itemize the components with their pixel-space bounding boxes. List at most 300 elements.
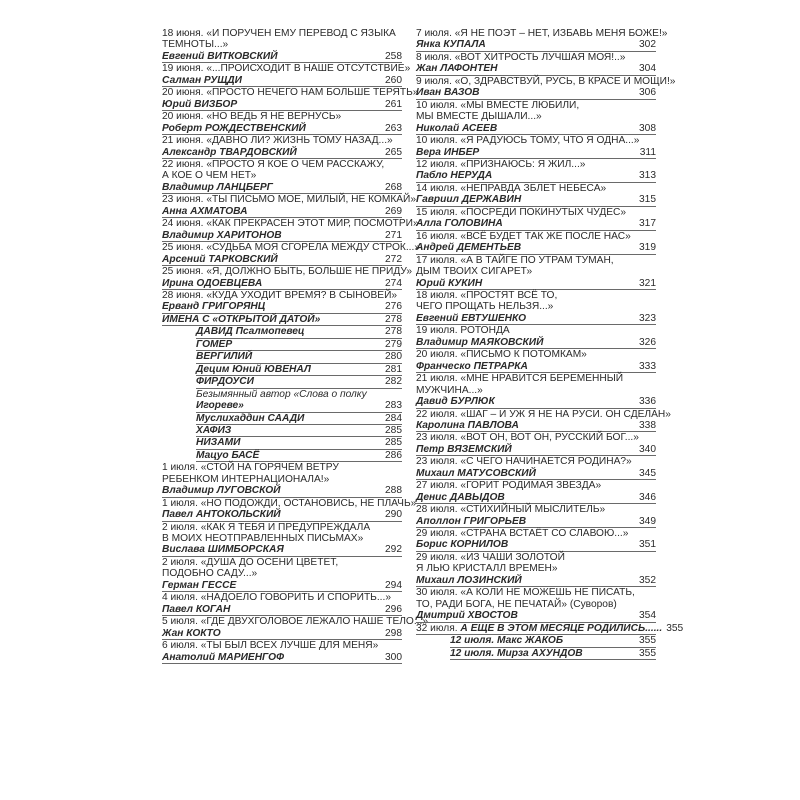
toc-title-line	[416, 504, 656, 515]
page-number: 311	[639, 146, 656, 158]
toc-author-line	[450, 648, 656, 660]
page-number: 278	[385, 313, 402, 325]
entry-title-cont: ТО, РАДИ БОГА, НЕ ПЕЧАТАЙ» (Суворов)	[416, 598, 617, 610]
page-number: 319	[639, 242, 656, 254]
toc-title-line	[416, 290, 656, 301]
entry-title: «А КОЛИ НЕ МОЖЕШЬ НЕ ПИСАТЬ,	[460, 587, 635, 599]
entry-title: «НО ПОДОЖДИ, ОСТАНОВИСЬ, НЕ ПЛАЧЬ»	[200, 497, 417, 509]
toc-title-continuation	[162, 568, 402, 579]
toc-author-line	[416, 516, 656, 528]
page-number: 349	[639, 515, 656, 527]
entry-date: 1 июля.	[162, 462, 198, 474]
author-name: Евгений ВИТКОВСКИЙ	[162, 50, 278, 62]
page-number: 302	[639, 39, 656, 51]
toc-title-line	[416, 28, 668, 39]
entry-title: «СТРАНА ВСТАЁТ СО СЛАВОЮ...»	[460, 528, 629, 540]
toc-author-line	[416, 39, 656, 51]
entry-title: «МНЕ НРАВИТСЯ БЕРЕМЕННЫЙ	[460, 373, 624, 385]
author-name: Евгений ЕВТУШЕНКО	[416, 312, 527, 324]
toc-author-line	[416, 420, 656, 432]
page-number: 326	[639, 336, 656, 348]
entry-date: 29 июля.	[416, 528, 458, 540]
toc-title-line	[416, 100, 656, 111]
page-number: 323	[639, 312, 656, 324]
author-name: Николай АСЕЕВ	[416, 122, 498, 134]
toc-title-line	[416, 349, 656, 360]
toc-column-right	[416, 28, 684, 660]
toc-author-line	[162, 652, 402, 664]
author-name: 12 июля. Мирза АХУНДОВ	[450, 647, 583, 659]
entry-date: 19 июля.	[416, 325, 458, 337]
toc-title-line	[162, 616, 429, 628]
toc-title-line	[162, 63, 411, 75]
toc-title-line	[416, 159, 656, 170]
entry-title-cont: В МОИХ НЕОТПРАВЛЕННЫХ ПИСЬМАХ»	[162, 533, 364, 545]
entry-date: 28 июня.	[162, 289, 204, 301]
toc-title-line	[162, 290, 402, 301]
entry-date: 30 июля.	[416, 587, 458, 599]
toc-author-line	[162, 75, 402, 87]
author-name: Анатолий МАРИЕНГОФ	[162, 651, 285, 663]
toc-title-line	[416, 207, 656, 218]
toc-title-continuation	[416, 563, 656, 574]
toc-author-line	[162, 314, 402, 326]
toc-author-line	[162, 580, 402, 592]
toc-title-line	[416, 552, 656, 563]
author-name: Гавриил ДЕРЖАВИН	[416, 194, 522, 206]
entry-title: «КАК Я ТЕБЯ И ПРЕДУПРЕЖДАЛА	[200, 521, 371, 533]
page-number: 300	[385, 651, 402, 663]
author-name: Жан ЛАФОНТЕН	[416, 63, 498, 75]
entry-title-cont: А КОЕ О ЧЕМ НЕТ»	[162, 170, 257, 182]
toc-author-line	[196, 364, 402, 376]
toc-title-continuation	[162, 474, 402, 485]
toc-author-line	[162, 123, 402, 135]
author-name: Петр ВЯЗЕМСКИЙ	[416, 443, 512, 455]
entry-title: «ВОТ ХИТРОСТЬ ЛУЧШАЯ МОЯ!..»	[454, 51, 626, 63]
entry-title: «И ПОРУЧЕН ЕМУ ПЕРЕВОД С ЯЗЫКА	[206, 28, 396, 39]
toc-author-line	[416, 170, 656, 182]
page-number: 284	[385, 412, 402, 424]
toc-section-line	[416, 622, 684, 635]
toc-author-line	[416, 242, 656, 254]
toc-author-line	[416, 194, 656, 206]
entry-title: «ТЫ ПИСЬМО МОЕ, МИЛЫЙ, НЕ КОМКАЙ»	[206, 194, 417, 206]
page-number: 288	[385, 485, 402, 497]
page-number: 283	[385, 400, 402, 412]
author-name: Владимир ХАРИТОНОВ	[162, 229, 282, 241]
author-name: Арсений ТАРКОВСКИЙ	[162, 253, 278, 265]
entry-title: «НЕПРАВДА ЗБЛЕТ НЕБЕСА»	[460, 182, 607, 194]
page-number: 276	[385, 301, 402, 313]
toc-author-line	[162, 147, 402, 159]
toc-title-line	[162, 497, 417, 509]
author-name: Юрий ВИЗБОР	[162, 98, 238, 110]
author-name: Владимир ЛУГОВСКОЙ	[162, 485, 281, 497]
page-number: 346	[639, 491, 656, 503]
page-number: 317	[639, 218, 656, 230]
author-name: Анна АХМАТОВА	[162, 205, 248, 217]
entry-title-cont: ДЫМ ТВОИХ СИГАРЕТ»	[416, 266, 533, 278]
toc-title-continuation	[416, 266, 656, 277]
toc-author-line	[196, 400, 402, 412]
page-number: 260	[385, 74, 402, 86]
toc-title-continuation	[162, 39, 402, 50]
author-name: Юрий КУКИН	[416, 277, 483, 289]
page-number: 336	[639, 396, 656, 408]
entry-title-cont: Безымянный автор «Слова о полку	[196, 388, 367, 400]
entry-title: «ДУША ДО ОСЕНИ ЦВЕТЕТ,	[200, 556, 339, 568]
page-number: 355	[639, 647, 656, 659]
page-number: 265	[385, 146, 402, 158]
entry-title-cont: Я ЛЬЮ КРИСТАЛЛ ВРЕМЕН»	[416, 563, 558, 575]
page-number: 294	[385, 579, 402, 591]
page-number: 352	[639, 574, 656, 586]
entry-title: А ЕЩЕ В ЭТОМ МЕСЯЦЕ РОДИЛИСЬ......	[460, 622, 663, 634]
page-number: 355	[639, 635, 656, 647]
author-name: Децим Юний ЮВЕНАЛ	[196, 363, 311, 375]
entry-title: «ВОТ ОН, ВОТ ОН, РУССКИЙ БОГ...»	[460, 432, 639, 444]
author-name: Павел АНТОКОЛЬСКИЙ	[162, 509, 281, 521]
toc-title-line	[416, 480, 656, 491]
page-number: 269	[385, 205, 402, 217]
page-number: 285	[385, 424, 402, 436]
page-number: 340	[639, 443, 656, 455]
toc-title-line	[162, 87, 419, 99]
author-name: Пабло НЕРУДА	[416, 170, 493, 182]
entry-date: 28 июля.	[416, 504, 458, 516]
toc-title-line	[416, 255, 656, 266]
author-name: Ирина ОДОЕВЦЕВА	[162, 277, 263, 289]
entry-title: «НО ВЕДЬ Я НЕ ВЕРНУСЬ»	[206, 111, 342, 123]
toc-author-line	[416, 492, 656, 504]
page-number: 296	[385, 603, 402, 615]
toc-title-line	[416, 135, 656, 146]
toc-title-continuation	[416, 599, 656, 610]
page-number: 315	[639, 194, 656, 206]
entry-title: «ПОСРЕДИ ПОКИНУТЫХ ЧУДЕС»	[460, 206, 627, 218]
entry-date: 23 июня.	[162, 194, 204, 206]
page-number: 338	[639, 419, 656, 431]
page-number: 281	[385, 363, 402, 375]
toc-title-line	[162, 266, 413, 278]
toc-title-line	[416, 231, 656, 242]
toc-title-line	[162, 111, 402, 122]
page-number: 308	[639, 122, 656, 134]
page-number: 306	[639, 87, 656, 99]
toc-page	[162, 28, 684, 773]
entry-date: 6 июля.	[162, 640, 198, 652]
entry-date: 23 июля.	[416, 432, 458, 444]
author-name: 12 июля. Макс ЖАКОБ	[450, 635, 564, 647]
page-number: 333	[639, 360, 656, 372]
entry-title: «С ЧЕГО НАЧИНАЕТСЯ РОДИНА?»	[460, 456, 632, 468]
author-name: ИМЕНА С «ОТКРЫТОЙ ДАТОЙ»	[162, 313, 321, 325]
entry-title-cont: ПОДОБНО САДУ...»	[162, 568, 258, 580]
entry-date: 12 июля.	[416, 158, 458, 170]
entry-date: 7 июля.	[416, 28, 452, 39]
entry-date: 14 июля.	[416, 182, 458, 194]
toc-author-line	[162, 230, 402, 242]
entry-title: «МЫ ВМЕСТЕ ЛЮБИЛИ,	[460, 99, 580, 111]
toc-author-line	[416, 444, 656, 456]
entry-title-cont: МЫ ВМЕСТЕ ДЫШАЛИ...»	[416, 111, 542, 123]
toc-author-line	[196, 339, 402, 351]
entry-date: 2 июля.	[162, 521, 198, 533]
page-number: 271	[385, 229, 402, 241]
page-number: 351	[639, 539, 656, 551]
toc-author-line	[416, 313, 656, 325]
toc-title-continuation	[162, 170, 402, 181]
page-number: 354	[639, 610, 656, 622]
author-name: Владимир ЛАНЦБЕРГ	[162, 181, 273, 193]
toc-title-line	[162, 462, 402, 473]
author-name: ХАФИЗ	[196, 424, 232, 436]
toc-author-line	[162, 544, 402, 556]
toc-author-line	[196, 425, 402, 437]
entry-date: 20 июля.	[416, 349, 458, 361]
toc-author-line	[162, 485, 402, 497]
author-name: Алла ГОЛОВИНА	[416, 218, 503, 230]
author-name: Салман РУЩДИ	[162, 74, 242, 86]
entry-title: РОТОНДА	[460, 325, 510, 337]
entry-date: 10 июля.	[416, 135, 458, 147]
entry-date: 25 июня.	[162, 242, 204, 254]
author-name: Вера ИНБЕР	[416, 146, 480, 158]
entry-date: 21 июля.	[416, 373, 458, 385]
entry-title: «ИЗ ЧАШИ ЗОЛОТОЙ	[460, 551, 565, 563]
author-name: Борис КОРНИЛОВ	[416, 539, 509, 551]
entry-date: 20 июня.	[162, 111, 204, 123]
entry-date: 22 июня.	[162, 158, 204, 170]
entry-title: «ГОРИТ РОДИМАЯ ЗВЕЗДА»	[460, 480, 602, 492]
entry-title: «СТОЙ НА ГОРЯЧЕМ ВЕТРУ	[200, 462, 339, 474]
toc-author-line	[162, 628, 402, 640]
entry-date: 24 июня.	[162, 218, 204, 230]
toc-author-line	[416, 396, 656, 408]
author-name: ДАВИД Псалмопевец	[196, 326, 305, 338]
toc-title-continuation	[416, 301, 656, 312]
author-name: Владимир МАЯКОВСКИЙ	[416, 336, 544, 348]
entry-title: «ПРОСТЯТ ВСЁ ТО,	[460, 289, 558, 301]
author-name: ФИРДОУСИ	[196, 376, 254, 388]
entry-title: «ДАВНО ЛИ? ЖИЗНЬ ТОМУ НАЗАД...»	[206, 135, 393, 147]
entry-title: «ТЫ БЫЛ ВСЕХ ЛУЧШЕ ДЛЯ МЕНЯ»	[200, 640, 379, 652]
toc-author-line	[450, 635, 656, 647]
entry-title-cont: ТЕМНОТЫ...»	[162, 39, 229, 51]
entry-date: 19 июня.	[162, 63, 204, 75]
toc-author-line	[162, 99, 402, 111]
toc-column-left	[162, 28, 429, 664]
page-number: 304	[639, 63, 656, 75]
toc-title-continuation	[196, 389, 402, 400]
author-name: Герман ГЕССЕ	[162, 579, 237, 591]
entry-title: «СУДЬБА МОЯ СГОРЕЛА МЕЖДУ СТРОК...»	[206, 242, 421, 254]
toc-author-line	[416, 87, 656, 99]
toc-author-line	[162, 254, 402, 266]
entry-date: 22 июля.	[416, 408, 458, 420]
entry-title-cont: РЕБЕНКОМ ИНТЕРНАЦИОНАЛА!»	[162, 473, 330, 485]
entry-title: «ПРОСТО Я КОЕ О ЧЕМ РАССКАЖУ,	[206, 158, 385, 170]
entry-date: 17 июля.	[416, 254, 458, 266]
page-number: 258	[385, 50, 402, 62]
page-number: 268	[385, 181, 402, 193]
page-number: 292	[385, 544, 402, 556]
entry-date: 18 июня.	[162, 28, 204, 39]
entry-title: «КУДА УХОДИТ ВРЕМЯ? В СЫНОВЕЙ»	[206, 289, 398, 301]
toc-author-line	[162, 206, 402, 218]
toc-author-line	[416, 63, 656, 75]
entry-title: «Я РАДУЮСЬ ТОМУ, ЧТО Я ОДНА...»	[460, 135, 640, 147]
author-name: Павел КОГАН	[162, 603, 231, 615]
page-number: 272	[385, 253, 402, 265]
entry-title: «Я НЕ ПОЭТ – НЕТ, ИЗБАВЬ МЕНЯ БОЖЕ!»	[454, 28, 668, 39]
toc-author-line	[162, 278, 402, 290]
toc-title-line	[416, 432, 656, 443]
author-name: Дмитрий ХВОСТОВ	[416, 610, 518, 622]
author-name: Михаил МАТУСОВСКИЙ	[416, 467, 536, 479]
entry-date: 29 июля.	[416, 551, 458, 563]
toc-author-line	[196, 326, 402, 338]
toc-author-line	[416, 147, 656, 159]
entry-date: 32 июля.	[416, 622, 458, 634]
toc-author-line	[416, 123, 656, 135]
page-number: 345	[639, 467, 656, 479]
toc-author-line	[416, 610, 656, 622]
toc-title-line	[162, 218, 419, 230]
entry-date: 8 июля.	[416, 51, 452, 63]
toc-author-line	[196, 437, 402, 449]
entry-title: «ШАГ – И УЖ Я НЕ НА РУСИ. ОН СДЕЛАН»	[460, 408, 671, 420]
author-name: Янка КУПАЛА	[416, 39, 486, 51]
entry-title: «А В ТАЙГЕ ПО УТРАМ ТУМАН,	[460, 254, 614, 266]
page-number: 274	[385, 277, 402, 289]
toc-title-continuation	[416, 385, 656, 396]
toc-title-line	[162, 640, 402, 651]
entry-date: 18 июля.	[416, 289, 458, 301]
toc-author-line	[162, 51, 402, 63]
entry-title: «ПИСЬМО К ПОТОМКАМ»	[460, 349, 587, 361]
toc-title-line	[416, 456, 656, 467]
entry-title: «СТИХИЙНЫЙ МЫСЛИТЕЛЬ»	[460, 504, 606, 516]
page-number: 280	[385, 351, 402, 363]
entry-title-cont: МУЖЧИНА...»	[416, 384, 483, 396]
author-name: Аполлон ГРИГОРЬЕВ	[416, 515, 527, 527]
page-number: 298	[385, 627, 402, 639]
author-name: ГОМЕР	[196, 338, 233, 350]
toc-author-line	[416, 575, 656, 587]
toc-author-line	[416, 218, 656, 230]
author-name: Жан КОКТО	[162, 627, 221, 639]
entry-date: 10 июля.	[416, 99, 458, 111]
entry-title-cont: ЧЕГО ПРОЩАТЬ НЕЛЬЗЯ...»	[416, 301, 554, 313]
toc-author-line	[196, 413, 402, 425]
author-name: Михаил ЛОЗИНСКИЙ	[416, 574, 522, 586]
author-name: Ерванд ГРИГОРЯНЦ	[162, 301, 266, 313]
author-name: Франческо ПЕТРАРКА	[416, 360, 528, 372]
toc-author-line	[162, 604, 402, 616]
entry-title: «...ПРОИСХОДИТ В НАШЕ ОТСУТСТВИЕ»	[206, 63, 411, 75]
toc-title-line	[162, 194, 417, 206]
author-name: Иван ВАЗОВ	[416, 87, 480, 99]
page-number: 285	[385, 437, 402, 449]
author-name: Вислава ШИМБОРСКАЯ	[162, 544, 284, 556]
toc-author-line	[416, 337, 656, 349]
toc-author-line	[416, 361, 656, 373]
entry-title: «Я, ДОЛЖНО БЫТЬ, БОЛЬШЕ НЕ ПРИДУ»	[206, 266, 413, 278]
page-number: 278	[385, 326, 402, 338]
toc-author-line	[196, 351, 402, 363]
entry-date: 5 июля.	[162, 616, 198, 628]
author-name: Игореве»	[196, 400, 244, 412]
entry-date: 9 июля.	[416, 75, 452, 87]
entry-title: «О, ЗДРАВСТВУЙ, РУСЬ, В КРАСЕ И МОЩИ!»	[454, 75, 676, 87]
author-name: Роберт РОЖДЕСТВЕНСКИЙ	[162, 122, 306, 134]
toc-title-line	[162, 522, 402, 533]
toc-title-continuation	[162, 533, 402, 544]
toc-author-line	[416, 278, 656, 290]
toc-author-line	[162, 182, 402, 194]
toc-title-line	[416, 373, 656, 384]
entry-date: 27 июля.	[416, 480, 458, 492]
toc-title-line	[162, 592, 402, 603]
author-name: Муслихаддин СААДИ	[196, 412, 305, 424]
toc-title-line	[162, 557, 402, 568]
entry-title: «ГДЕ ДВУХГОЛОВОЕ ЛЕЖАЛО НАШЕ ТЕЛО...»	[200, 616, 429, 628]
toc-title-continuation	[416, 111, 656, 122]
page-number: 263	[385, 122, 402, 134]
toc-title-line	[162, 159, 402, 170]
toc-title-line	[162, 135, 402, 146]
page-number: 355	[666, 622, 684, 634]
entry-date: 25 июня.	[162, 266, 204, 278]
toc-title-line	[162, 242, 421, 254]
page-number: 313	[639, 170, 656, 182]
entry-title: «НАДОЕЛО ГОВОРИТЬ И СПОРИТЬ...»	[200, 592, 392, 604]
entry-title: «ВСЁ БУДЕТ ТАК ЖЕ ПОСЛЕ НАС»	[460, 230, 631, 242]
toc-title-line	[416, 183, 656, 194]
entry-title: «ПРОСТО НЕЧЕГО НАМ БОЛЬШЕ ТЕРЯТЬ»	[206, 87, 419, 99]
author-name: Денис ДАВЫДОВ	[416, 491, 505, 503]
author-name: Давид БУРЛЮК	[416, 396, 495, 408]
entry-date: 1 июля.	[162, 497, 198, 509]
author-name: Андрей ДЕМЕНТЬЕВ	[416, 242, 522, 254]
toc-author-line	[162, 301, 402, 313]
page-number: 279	[385, 338, 402, 350]
toc-author-line	[416, 539, 656, 551]
page-number: 286	[385, 449, 402, 461]
page-number: 282	[385, 376, 402, 388]
entry-title: «КАК ПРЕКРАСЕН ЭТОТ МИР, ПОСМОТРИ»	[206, 218, 419, 230]
author-name: Каролина ПАВЛОВА	[416, 419, 519, 431]
toc-title-line	[416, 325, 656, 336]
toc-author-line	[416, 468, 656, 480]
author-name: ВЕРГИЛИЙ	[196, 351, 253, 363]
entry-date: 16 июля.	[416, 230, 458, 242]
entry-date: 20 июня.	[162, 87, 204, 99]
entry-date: 2 июля.	[162, 556, 198, 568]
toc-title-line	[416, 75, 676, 87]
page-number: 261	[385, 98, 402, 110]
toc-author-line	[196, 450, 402, 462]
page-number: 321	[639, 277, 656, 289]
toc-title-line	[416, 52, 656, 63]
toc-title-line	[162, 28, 402, 39]
toc-title-line	[416, 408, 671, 420]
toc-author-line	[162, 509, 402, 521]
entry-date: 21 июня.	[162, 135, 204, 147]
author-name: Александр ТВАРДОВСКИЙ	[162, 146, 297, 158]
